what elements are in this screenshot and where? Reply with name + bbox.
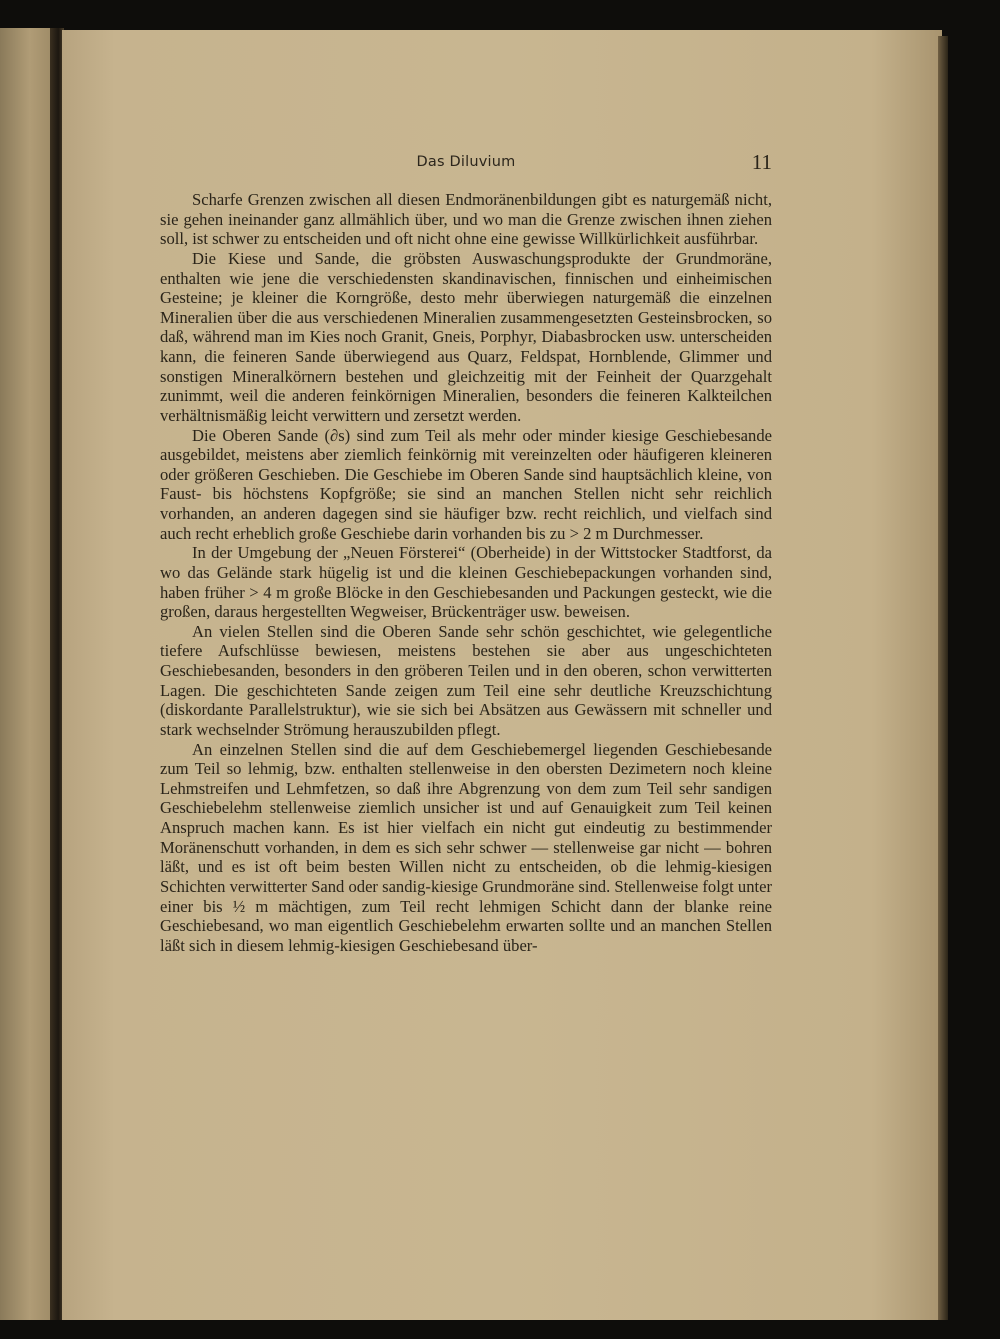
- paragraph: Scharfe Grenzen zwischen all diesen Endmoränenbildungen gibt es naturgemäß nicht, sie gehen ineinander ganz allmählich über, und wo man die Grenze zwischen ihnen ziehen soll, ist schwer zu entscheiden und oft nicht ohne eine gewisse Willkürlichkeit ausführbar.: [160, 190, 772, 249]
- body-text: [160, 190, 772, 955]
- left-page-edge: [0, 28, 54, 1320]
- paragraph: In der Umgebung der „Neuen Försterei“ (Oberheide) in der Wittstocker Stadtforst, da wo das Gelände stark hügelig ist und die kleinen Geschiebepackungen vorhanden sind, haben früher > 4 m große Blöcke in den Geschiebesanden und Packungen gesteckt, wie die großen, daraus hergestellten Wegweiser, Brückenträger usw. beweisen.: [160, 543, 772, 622]
- page-header: [160, 150, 772, 180]
- page-right-edge: [938, 36, 948, 1320]
- page-number: 11: [751, 150, 772, 174]
- paragraph: An vielen Stellen sind die Oberen Sande sehr schön geschichtet, wie gelegentliche tiefere Aufschlüsse bewiesen, meistens bestehen sie aber aus ungeschichteten Geschiebesanden, besonders in den gröberen Teilen und in den oberen, schon verwitterten Lagen. Die geschichteten Sande zeigen zum Teil eine sehr deutliche Kreuzschichtung (diskordante Parallelstruktur), wie sie sich bei Absätzen aus Gewässern mit schneller und stark wechselnder Strömung herauszubilden pflegt.: [160, 621, 772, 739]
- paragraph: An einzelnen Stellen sind die auf dem Geschiebemergel liegenden Geschiebesande zum Teil so lehmig, bzw. enthalten stellenweise in den obersten Dezimetern noch kleine Lehmstreifen und Lehmfetzen, so daß ihre Abgrenzung von dem zum Teil sehr sandigen Geschiebelehm stellenweise ziemlich unsicher ist und auf Genauigkeit zum Teil keinen Anspruch machen kann. Es ist hier vielfach ein nicht gut eindeutig zu bestimmender Moränenschutt vorhanden, in dem es sich sehr schwer — stellenweise gar nicht — bohren läßt, und es ist oft beim besten Willen nicht zu entscheiden, ob die lehmig-kiesigen Schichten verwitterter Sand oder sandig-kiesige Grundmoräne sind. Stellenweise folgt unter einer bis ½ m mächtigen, zum Teil recht lehmigen Schicht dann der blanke reine Geschiebesand, wo man eigentlich Geschiebelehm erwarten sollte und an manchen Stellen läßt sich in diesem lehmig-kiesigen Geschiebesand über-: [160, 739, 772, 955]
- paragraph: Die Kiese und Sande, die gröbsten Auswaschungsprodukte der Grundmoräne, enthalten wie jene die verschiedensten skandinavischen, finnischen und einheimischen Gesteine; je kleiner die Korngröße, desto mehr überwiegen naturgemäß die einzelnen Mineralien über die aus verschiedenen Mineralien zusammengesetzten Gesteinsbrocken, so daß, während man im Kies noch Granit, Gneis, Porphyr, Diabasbrocken usw. unterscheiden kann, die feineren Sande überwiegend aus Quarz, Feldspat, Hornblende, Glimmer und sonstigen Mineralkörnern bestehen und gleichzeitig mit der Feinheit der Quarzgehalt zunimmt, weil die anderen feinkörnigen Mineralien, besonders die feineren Kalkteilchen verhältnismäßig leicht verwittern und zersetzt werden.: [160, 248, 772, 425]
- running-title: Das Diluvium: [416, 154, 516, 170]
- paragraph: Die Oberen Sande (∂s) sind zum Teil als mehr oder minder kiesige Geschiebesande ausgebildet, meistens aber ziemlich feinkörnig mit vereinzelten oder häufigeren kleineren oder größeren Geschieben. Die Geschiebe im Oberen Sande sind hauptsächlich kleine, von Faust- bis höchstens Kopfgröße; sie sind an manchen Stellen nicht sehr reichlich vorhanden, an anderen dagegen sind sie häufiger bzw. recht reichlich, und vielfach sind auch recht erheblich große Geschiebe darin vorhanden bis zu > 2 m Durchmesser.: [160, 425, 772, 543]
